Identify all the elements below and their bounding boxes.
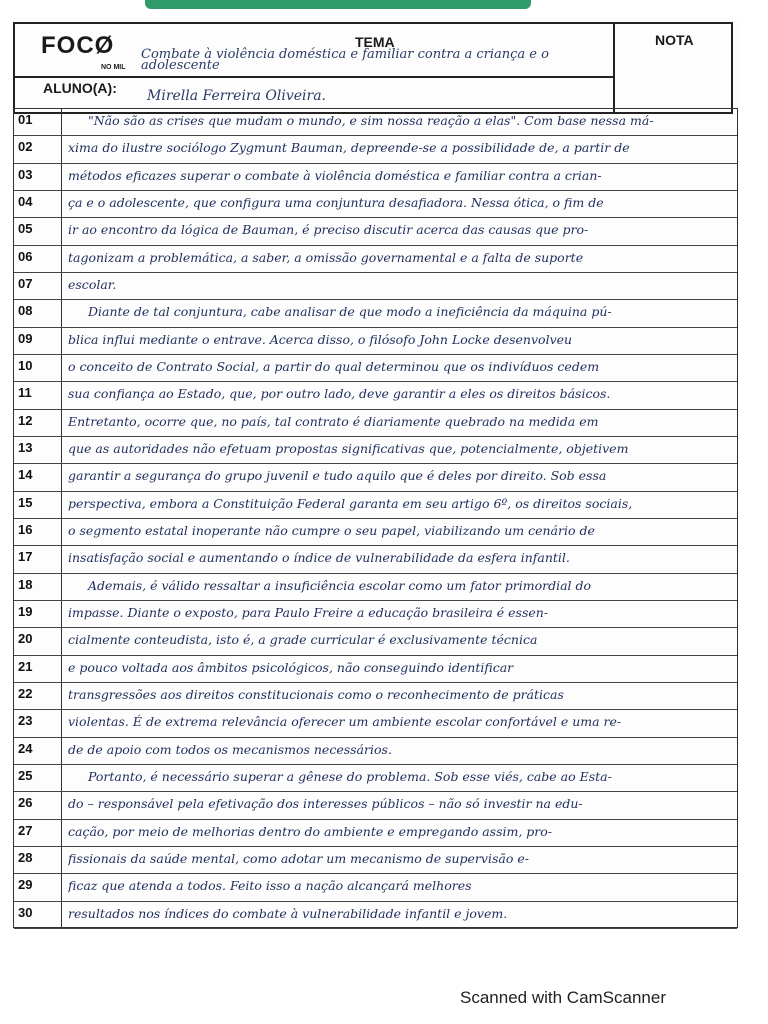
line-text: o segmento estatal inoperante não cumpre o seu papel, viabilizando um cenário de [68,523,595,538]
line-text: Diante de tal conjuntura, cabe analisar de que modo a ineficiência da máquina pú- [88,304,612,320]
line-text: "Não são as crises que mudam o mundo, e sim nossa reação a elas". Com base nessa má- [88,113,654,128]
line-text: tagonizam a problemática, a saber, a omissão governamental e a falta de suporte [68,249,584,265]
nota-box [613,24,735,112]
essay-line [14,628,737,655]
line-number: 10 [18,358,33,373]
line-number: 15 [18,494,33,510]
foco-logo-subtitle: NO MIL [101,64,126,71]
essay-line [14,300,737,327]
line-number: 29 [18,877,33,893]
line-number: 19 [18,604,33,619]
essay-line [14,382,737,409]
essay-line [14,683,737,710]
line-text: sua confiança ao Estado, que, por outro lado, deve garantir a eles os direitos básicos. [68,386,611,402]
essay-line [14,492,737,519]
line-number: 04 [18,194,33,209]
essay-line [14,710,737,737]
line-number: 20 [18,631,33,647]
line-number: 28 [18,850,33,865]
essay-line [14,355,737,382]
line-number: 23 [18,713,33,729]
tema-text: Combate à violência doméstica e familiar contra a criança e o adolescente [141,47,549,73]
line-text: e pouco voltada aos âmbitos psicológicos, não conseguindo identificar [68,659,514,675]
essay-line [14,519,737,546]
line-number: 21 [18,658,33,674]
line-number: 27 [18,822,33,838]
line-text: escolar. [68,277,117,292]
essay-line [14,874,737,901]
line-number: 17 [18,549,33,565]
line-text: ficaz que atenda a todos. Feito isso a nação alcançará melhores [68,878,472,894]
line-text: violentas. É de extrema relevância oferecer um ambiente escolar confortável e uma re- [68,714,622,730]
clipboard-clip [145,0,531,9]
essay-line [14,410,737,437]
line-number: 01 [18,112,33,127]
essay-line [14,847,737,874]
line-number: 14 [18,467,33,483]
essay-line [14,574,737,601]
line-text: resultados nos índices do combate à vulnerabilidade infantil e jovem. [68,905,508,921]
line-text: blica influi mediante o entrave. Acerca disso, o filósofo John Locke desenvolveu [68,331,573,347]
line-number: 16 [18,522,33,537]
nota-label: NOTA [655,32,694,48]
aluno-row [15,76,613,112]
line-text: insatisfação social e aumentando o índice de vulnerabilidade da esfera infantil. [68,550,570,566]
line-text: ça e o adolescente, que configura uma conjuntura desafiadora. Nessa ótica, o fim de [68,195,604,210]
essay-line [14,820,737,847]
line-number: 07 [18,276,33,291]
line-number: 30 [18,904,33,920]
line-number: 12 [18,412,33,428]
line-text: Entretanto, ocorre que, no país, tal contrato é diariamente quebrado na medida em [68,413,599,429]
line-text: ir ao encontro da lógica de Bauman, é preciso discutir acerca das causas que pro- [68,222,589,238]
line-text: cialmente conteudista, isto é, a grade curricular é exclusivamente técnica [68,632,538,648]
line-text: cação, por meio de melhorias dentro do ambiente e empregando assim, pro- [68,823,553,839]
line-text: xima do ilustre sociólogo Zygmunt Bauman, depreende-se a possibilidade de, a partir de [68,140,630,156]
essay-line [14,656,737,683]
line-number: 22 [18,686,33,701]
line-number: 05 [18,221,33,237]
essay-lines-table [13,108,738,928]
line-number: 26 [18,795,33,811]
line-text: garantir a segurança do grupo juvenil e tudo aquilo que é deles por direito. Sob essa [68,468,607,484]
line-number: 02 [18,139,33,155]
sheet-header [13,22,733,114]
essay-line [14,546,737,573]
essay-line [14,328,737,355]
essay-line [14,218,737,245]
line-text: o conceito de Contrato Social, a partir do qual determinou que os indivíduos cedem [68,359,600,374]
line-text: perspectiva, embora a Constituição Federal garanta em seu artigo 6º, os direitos sociais, [68,495,633,511]
line-number: 18 [18,576,33,592]
foco-logo: FOCØ [41,32,115,59]
line-text: que as autoridades não efetuam propostas significativas que, potencialmente, objetivem [68,441,629,456]
line-number: 09 [18,330,33,346]
essay-line [14,273,737,300]
line-text: Portanto, é necessário superar a gênese do problema. Sob esse viés, cabe ao Esta- [88,769,612,784]
line-number: 13 [18,440,33,455]
essay-line [14,437,737,464]
essay-line [14,464,737,491]
essay-sheet [13,18,738,928]
line-number: 08 [18,303,33,319]
line-text: impasse. Diante o exposto, para Paulo Freire a educação brasileira é essen- [68,605,549,620]
line-text: do – responsável pela efetivação dos interesses públicos – não só investir na edu- [68,796,583,812]
line-text: de de apoio com todos os mecanismos necessários. [68,741,392,757]
essay-line [14,792,737,819]
essay-line [14,136,737,163]
line-number: 06 [18,248,33,264]
line-number: 03 [18,166,33,182]
essay-line [14,191,737,218]
line-text: fissionais da saúde mental, como adotar um mecanismo de supervisão e- [68,851,529,866]
essay-line [14,246,737,273]
essay-line [14,109,737,136]
essay-line [14,765,737,792]
aluno-name: Mirella Ferreira Oliveira. [147,88,327,104]
essay-line [14,164,737,191]
line-number: 25 [18,768,33,783]
line-number: 24 [18,740,33,756]
essay-line [14,902,737,929]
tema-label: TEMA [355,34,395,50]
line-text: transgressões aos direitos constitucionais como o reconhecimento de práticas [68,687,564,702]
line-number: 11 [18,385,32,401]
camscanner-watermark: Scanned with CamScanner [460,988,667,1007]
essay-line [14,601,737,628]
line-text: Ademais, é válido ressaltar a insuficiência escolar como um fator primordial do [88,577,592,593]
essay-line [14,738,737,765]
line-text: métodos eficazes superar o combate à violência doméstica e familiar contra a crian- [68,167,602,183]
aluno-label: ALUNO(A): [43,80,117,96]
